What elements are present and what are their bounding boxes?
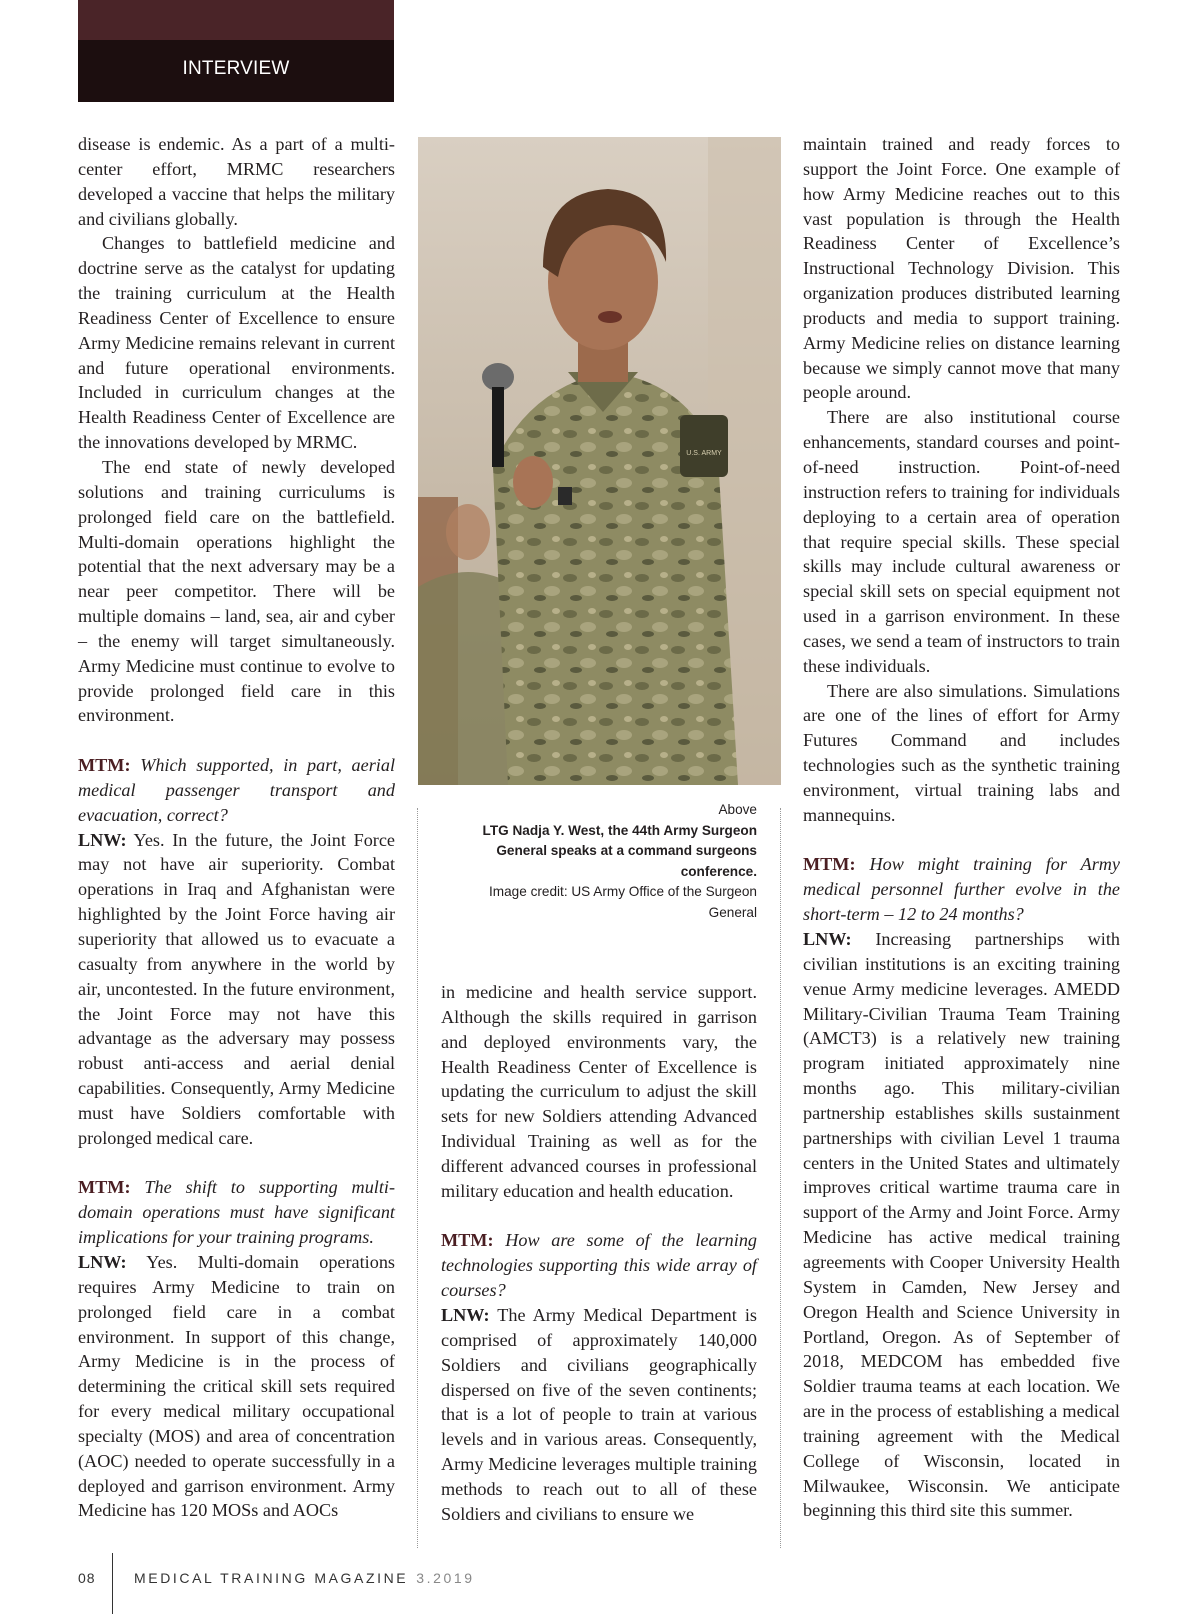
question-label: MTM:	[78, 1177, 131, 1198]
question-text: The shift to supporting multi-domain operations must have significant implications for your training programs.	[78, 1177, 395, 1248]
photo-caption	[441, 800, 757, 924]
question	[78, 753, 395, 828]
section-label: INTERVIEW	[182, 58, 290, 79]
answer	[78, 1250, 395, 1523]
paragraph: maintain trained and ready forces to support the Joint Force. One example of how Army Medicine reaches out to this vast population is through the Health Readiness Center of Excellence’s Instructional Technology Division. This organization produces distributed learning products and media to support training. Army Medicine relies on distance learning because we simply cannot move that many people around.	[803, 134, 1120, 403]
magazine-title: MEDICAL TRAINING MAGAZINE	[134, 1570, 409, 1586]
caption-credit: Image credit: US Army Office of the Surgeon General	[489, 884, 757, 920]
answer-text: Yes. In the future, the Joint Force may not have air superiority. Combat operations in Iraq and Afghanistan were highlighted by the Joint Force having air superiority that allowed us to evacuate a casualty from anywhere in the world by air, uncontested. In the future environment, the Joint Force may not have this advantage as the adversary may possess robust anti-access and aerial denial capabilities. Consequently, Army Medicine must have Soldiers comfortable with prolonged medical care.	[78, 829, 395, 1148]
answer-text: Increasing partnerships with civilian institutions is an exciting training venue Army medicine leverages. AMEDD Military-Civilian Trauma Team Training (AMCT3) is a relatively new training program initiated approximately nine months ago. This military-civilian partnership establishes skills sustainment partnerships with civilian Level 1 trauma centers in the United States and ultimately improves critical wartime trauma care in support of the Army and Joint Force. Army Medicine has active medical training agreements with Cooper University Health System in Camden, New Jersey and Oregon Health and Science University in Portland, Oregon. As of September of 2018, MEDCOM has embedded five Soldier trauma teams at each location. We are in the process of establishing a medical training agreement with the Medical College of Wisconsin, located in Milwaukee, Wisconsin. We anticipate beginning this third site this summer.	[803, 929, 1120, 1521]
question-label: MTM:	[441, 1230, 494, 1251]
paragraph: There are also simulations. Simulations are one of the lines of effort for Army Futures Command and includes technologies such as the synthetic training environment, virtual training labs and mannequins.	[803, 680, 1120, 825]
paragraph: in medicine and health service support. Although the skills required in garrison and deployed environments vary, the Health Readiness Center of Excellence is updating the curriculum to adjust the skill sets for new Soldiers attending Advanced Individual Training as well as for the different advanced courses in professional military education and health education.	[441, 982, 757, 1201]
article-column-3	[803, 132, 1120, 1523]
question	[441, 1228, 757, 1303]
answer	[803, 927, 1120, 1523]
paragraph: The end state of newly developed solutions and training curriculums is prolonged field care on the battlefield. Multi-domain operations highlight the potential that the next adversary may be a near peer competitor. There will be multiple domains – land, sea, air and cyber – the enemy will target simultaneously. Army Medicine must continue to evolve to provide prolonged field care in this environment.	[78, 456, 395, 726]
article-column-1	[78, 132, 395, 1523]
issue-date: 3.2019	[416, 1570, 475, 1586]
sleeve-patch-label: U.S. ARMY	[686, 450, 722, 457]
page-number: 08	[78, 1570, 96, 1586]
question-text: How might training for Army medical personnel further evolve in the short-term – 12 to 24 months?	[803, 854, 1120, 925]
question-text: Which supported, in part, aerial medical passenger transport and evacuation, correct?	[78, 755, 396, 825]
speaker-photo-illustration	[418, 137, 781, 785]
footer-divider	[112, 1553, 113, 1614]
answer-label: LNW:	[78, 1251, 127, 1272]
header-banner-accent	[78, 0, 394, 40]
footer-magazine-title	[134, 1570, 475, 1586]
caption-title: LTG Nadja Y. West, the 44th Army Surgeon General speaks at a command surgeons conference.	[482, 822, 757, 879]
paragraph: disease is endemic. As a part of a multi-center effort, MRMC researchers developed a vaccine that helps the military and civilians globally.	[78, 134, 395, 229]
question	[78, 1175, 395, 1250]
answer-label: LNW:	[441, 1304, 490, 1325]
article-photo	[418, 137, 781, 785]
question	[803, 852, 1120, 927]
answer-label: LNW:	[803, 929, 852, 949]
caption-position: Above	[718, 802, 757, 817]
paragraph: There are also institutional course enhancements, standard courses and point-of-need instruction. Point-of-need instruction refers to training for individuals deploying to a certain area of operation that require special skills. These special skills may include cultural awareness or special skill sets on special equipment not used in a garrison environment. In these cases, we send a team of instructors to train these individuals.	[803, 407, 1120, 676]
article-column-2	[441, 980, 757, 1527]
column-divider	[417, 808, 418, 1548]
answer-text: Yes. Multi-domain operations requires Army Medicine to train on prolonged field care in a combat environment. In support of this change, Army Medicine is in the process of determining the critical skill sets required for every medical military occupational specialty (MOS) and area of concentration (AOC) needed to operate successfully in a deployed and garrison environment. Army Medicine has 120 MOSs and AOCs	[78, 1251, 395, 1521]
paragraph: Changes to battlefield medicine and doctrine serve as the catalyst for updating the training curriculum at the Health Readiness Center of Excellence to ensure Army Medicine remains relevant in current and future operational environments. Included in curriculum changes at the Health Readiness Center of Excellence are the innovations developed by MRMC.	[78, 233, 395, 453]
answer	[441, 1303, 757, 1527]
question-text: How are some of the learning technologies supporting this wide array of courses?	[441, 1230, 758, 1301]
question-label: MTM:	[803, 854, 856, 875]
column-divider	[780, 808, 781, 1548]
answer	[78, 828, 395, 1151]
answer-text: The Army Medical Department is comprised of approximately 140,000 Soldiers and civilians geographically dispersed on five of the seven continents; that is a lot of people to train at various levels and in various areas. Consequently, Army Medicine leverages multiple training methods to reach out to all of these Soldiers and civilians to ensure we	[441, 1304, 757, 1524]
question-label: MTM:	[78, 755, 131, 776]
answer-label: LNW:	[78, 829, 127, 850]
